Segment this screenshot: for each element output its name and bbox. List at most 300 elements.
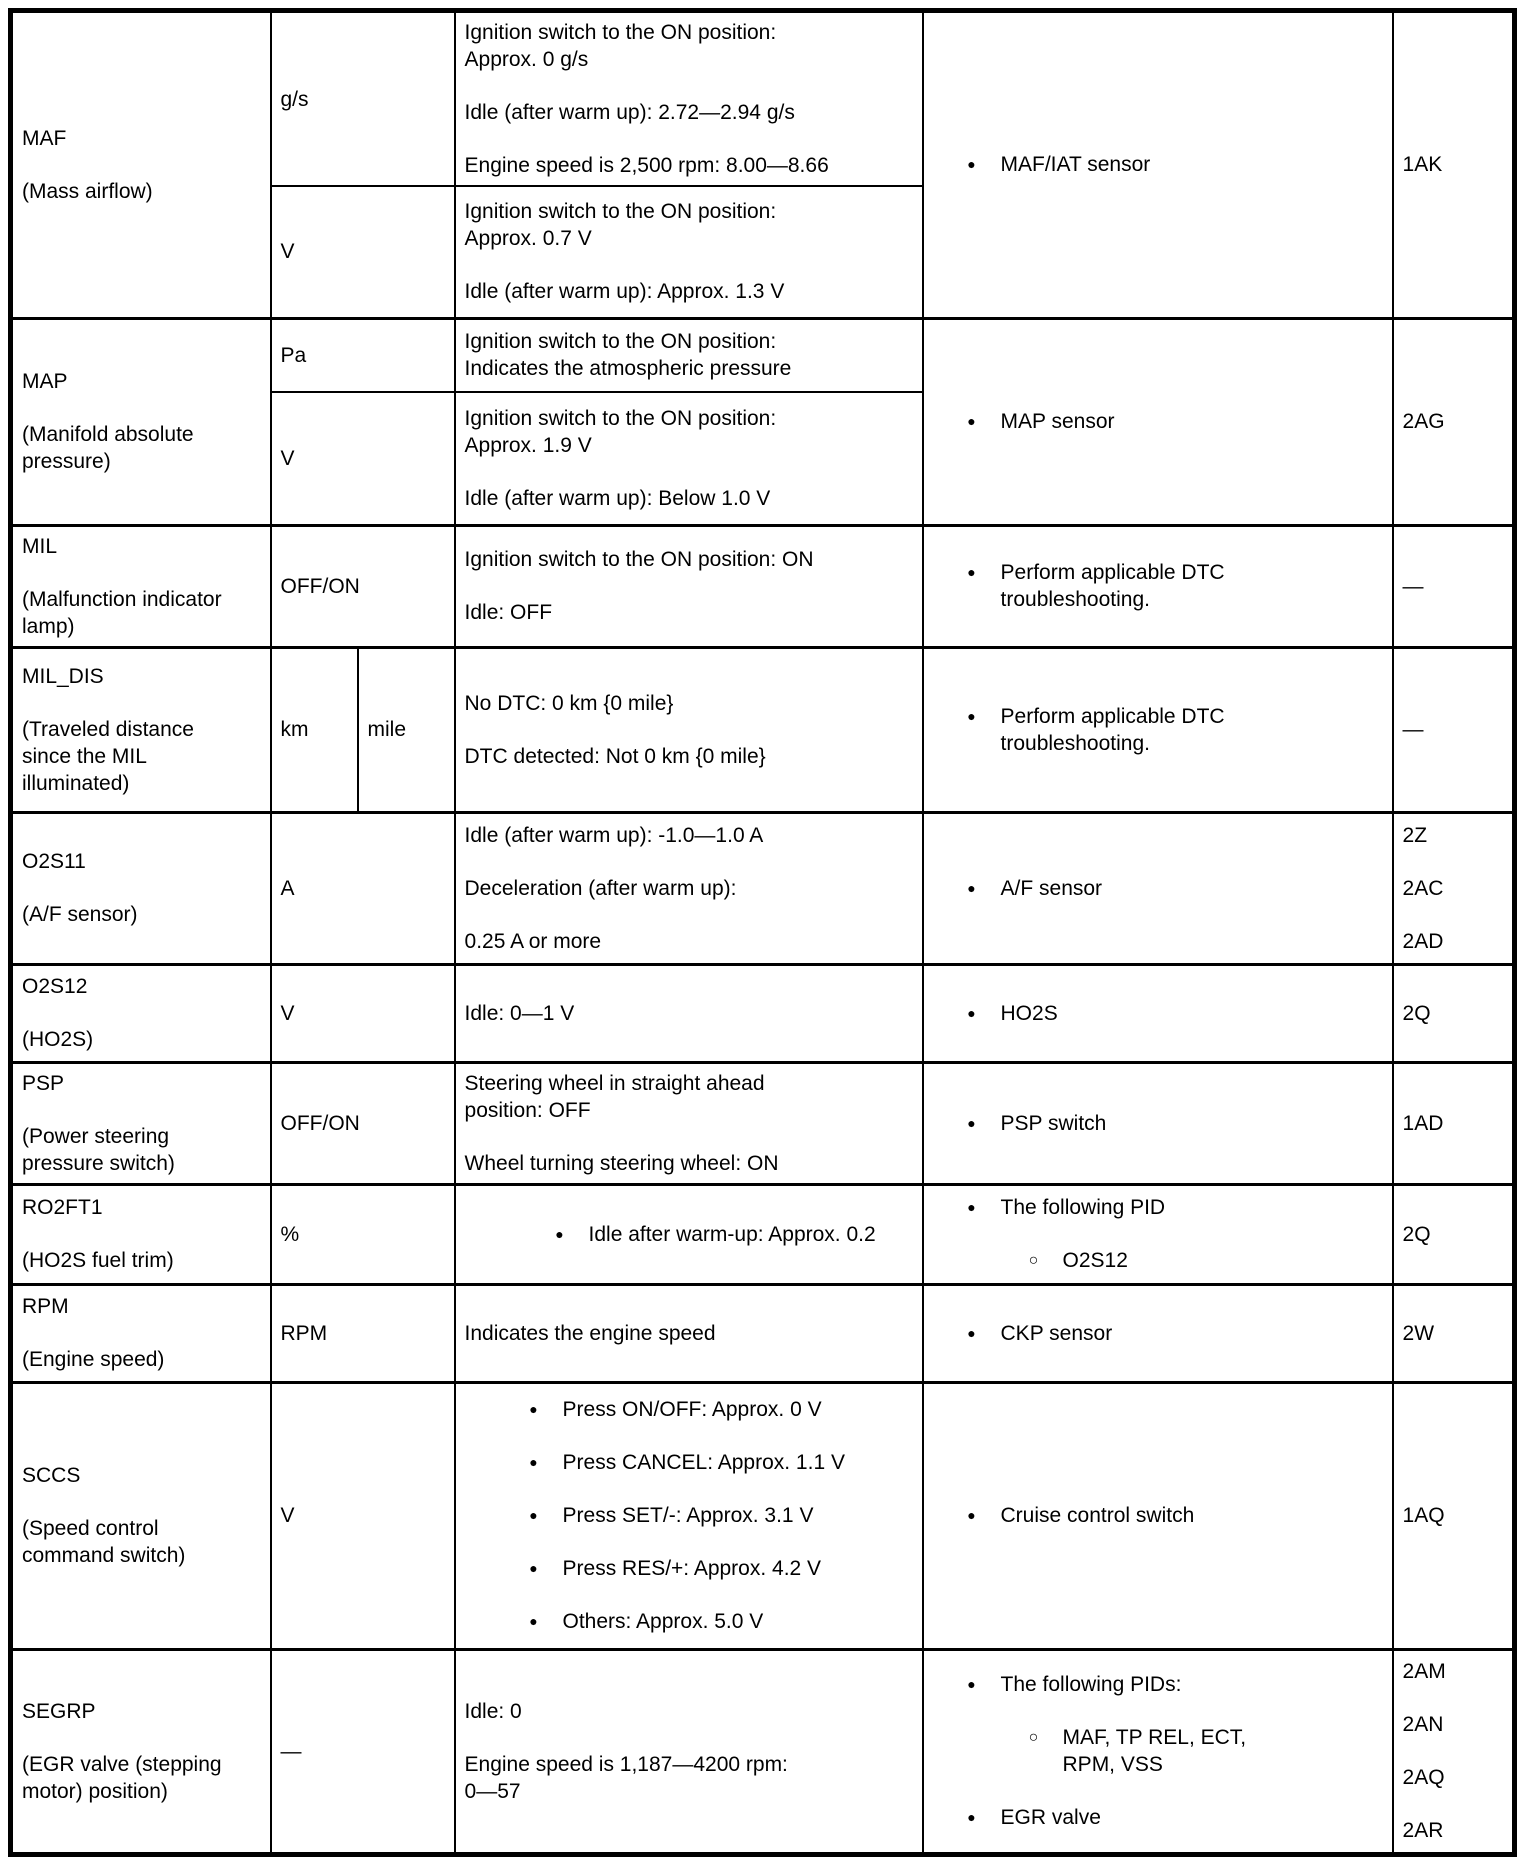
paragraph	[465, 822, 913, 849]
text-line: troubleshooting.	[1000, 588, 1150, 611]
dtc-code: 2Q	[1402, 1222, 1431, 1246]
pid-name-segrp	[11, 1649, 271, 1854]
inspection-list	[933, 1194, 1383, 1274]
row-segrp	[11, 1649, 1515, 1854]
pid-name-o2s11	[11, 812, 271, 964]
unit-psp	[271, 1062, 455, 1184]
unit-ro2ft1	[271, 1184, 455, 1284]
code-o2s11	[1393, 812, 1515, 964]
dtc-code: 2W	[1402, 1321, 1435, 1345]
text-line: 0.25 A or more	[464, 929, 602, 953]
paragraph	[22, 1698, 261, 1725]
dtc-code: 2Z	[1402, 823, 1428, 847]
row-o2s11	[11, 812, 1515, 964]
text-line: Cruise control switch	[1000, 1504, 1195, 1527]
text-line: SEGRP	[22, 1699, 96, 1723]
bullet-item	[961, 1502, 1383, 1529]
text-line: O2S12	[22, 975, 88, 998]
text-line: 0—57	[464, 1779, 521, 1803]
text-line: Ignition switch to the ON position: ON	[464, 548, 814, 571]
text-line: A/F sensor	[1000, 876, 1103, 900]
unit-o2s11	[271, 812, 455, 964]
unit-label: V	[280, 240, 295, 264]
paragraph	[465, 599, 913, 626]
dtc-code: 1AK	[1402, 153, 1443, 177]
paragraph	[465, 19, 913, 73]
condition-rpm	[455, 1284, 923, 1382]
paragraph	[22, 973, 261, 1000]
pid-name-psp	[11, 1062, 271, 1184]
inspection-rpm	[923, 1284, 1393, 1382]
pid-name-text	[22, 1293, 261, 1373]
paragraph	[22, 1515, 261, 1569]
unit-maf-v	[271, 186, 455, 318]
inspection-list	[933, 1110, 1383, 1137]
dtc-code: 2AN	[1402, 1713, 1444, 1736]
text-line: MAP	[22, 370, 68, 393]
text-line: Engine speed is 2,500 rpm: 8.00—8.66	[464, 154, 829, 177]
bullet-icon: ●	[967, 1324, 976, 1341]
pid-name-maf	[11, 11, 271, 319]
inspection-mil	[923, 525, 1393, 647]
bullet-item	[523, 1608, 913, 1635]
bullet-text	[563, 1555, 822, 1582]
text-line: PSP switch	[1000, 1111, 1107, 1135]
code-maf	[1393, 11, 1515, 319]
text-line: Idle: OFF	[464, 601, 553, 624]
inspection-o2s11	[923, 812, 1393, 964]
bullet-item	[961, 703, 1383, 757]
paragraph	[465, 690, 913, 717]
code-list	[1403, 1658, 1504, 1844]
condition-text	[465, 546, 913, 626]
text-line: (A/F sensor)	[22, 903, 138, 926]
text-line: CKP sensor	[1000, 1321, 1113, 1345]
text-line: (HO2S)	[22, 1028, 94, 1051]
pid-name-text	[22, 973, 261, 1053]
bullet-icon: ●	[529, 1401, 538, 1417]
bullet-text	[1001, 703, 1225, 757]
text-line: (Engine speed)	[22, 1348, 165, 1371]
text-line: Deceleration (after warm up):	[464, 876, 737, 900]
code-list	[1403, 1000, 1504, 1027]
unit-label: km	[280, 718, 309, 741]
text-line: MAP sensor	[1000, 410, 1115, 433]
paragraph	[465, 278, 913, 305]
unit-label: OFF/ON	[280, 1111, 360, 1135]
text-line: Approx. 0 g/s	[464, 48, 589, 71]
unit-rpm	[271, 1284, 455, 1382]
bullet-text	[563, 1449, 845, 1476]
bullet-icon: ●	[529, 1507, 538, 1523]
pid-name-o2s12	[11, 964, 271, 1062]
pid-monitor-table	[8, 8, 1517, 1857]
text-line: Press RES/+: Approx. 4.2 V	[562, 1557, 822, 1580]
row-ro2ft1	[11, 1184, 1515, 1284]
code-list	[1403, 1320, 1504, 1347]
code-list	[1403, 1110, 1504, 1137]
inspection-ro2ft1	[923, 1184, 1393, 1284]
bullet-text	[563, 1608, 764, 1635]
unit-mil	[271, 525, 455, 647]
row-psp	[11, 1062, 1515, 1184]
unit-map-v	[271, 392, 455, 525]
pid-name-mil-dis	[11, 647, 271, 812]
text-line: Press ON/OFF: Approx. 0 V	[562, 1398, 822, 1421]
paragraph	[22, 1026, 261, 1053]
condition-mil	[455, 525, 923, 647]
bullet-text	[1001, 875, 1103, 902]
code-rpm	[1393, 1284, 1515, 1382]
inspection-list	[933, 875, 1383, 902]
text-line: Approx. 1.9 V	[464, 433, 592, 457]
text-line: (Speed control	[22, 1517, 159, 1540]
bullet-text	[1001, 1194, 1166, 1221]
text-line: MAF/IAT sensor	[1000, 153, 1151, 177]
pid-name-text	[22, 1070, 261, 1177]
paragraph	[465, 875, 913, 902]
text-line: Engine speed is 1,187—4200 rpm:	[464, 1752, 788, 1776]
code-psp	[1393, 1062, 1515, 1184]
paragraph	[465, 1320, 913, 1347]
bullet-icon: ●	[967, 156, 976, 173]
bullet-text	[1001, 559, 1225, 613]
text-line: O2S11	[22, 850, 86, 873]
condition-text	[465, 690, 913, 770]
code-ro2ft1	[1393, 1184, 1515, 1284]
paragraph	[22, 178, 261, 205]
bullet-text	[563, 1396, 822, 1423]
code-list	[1403, 822, 1504, 955]
dtc-code: 2AQ	[1402, 1766, 1445, 1789]
text-line: Press CANCEL: Approx. 1.1 V	[562, 1451, 845, 1474]
paragraph	[465, 546, 913, 573]
text-line: Idle: 0—1 V	[464, 1001, 575, 1025]
sub-bullet-item	[1023, 1724, 1383, 1778]
dtc-code: 2AD	[1402, 929, 1444, 953]
dtc-code: 2Q	[1402, 1001, 1431, 1025]
paragraph	[465, 405, 913, 459]
inspection-psp	[923, 1062, 1393, 1184]
condition-mil-dis	[455, 647, 923, 812]
text-line: Idle (after warm up): -1.0—1.0 A	[464, 823, 764, 847]
row-map	[11, 318, 1515, 392]
bullet-icon: ●	[967, 1507, 976, 1523]
paragraph	[465, 1150, 913, 1177]
pid-name-ro2ft1	[11, 1184, 271, 1284]
inspection-segrp	[923, 1649, 1393, 1854]
bullet-text	[1001, 1320, 1113, 1347]
condition-maf-v	[455, 186, 923, 318]
dtc-code: 2AC	[1402, 876, 1444, 900]
text-line: Ignition switch to the ON position:	[464, 200, 777, 224]
condition-text	[465, 328, 913, 382]
condition-o2s11	[455, 812, 923, 964]
condition-segrp	[455, 1649, 923, 1854]
unit-mil-dis-km	[271, 647, 358, 812]
text-line: (EGR valve (stepping	[22, 1752, 222, 1776]
paragraph	[22, 421, 261, 475]
bullet-icon: ●	[967, 879, 976, 896]
text-line: Wheel turning steering wheel: ON	[464, 1151, 779, 1175]
text-line: Ignition switch to the ON position:	[464, 21, 777, 44]
text-line: Perform applicable DTC	[1000, 561, 1225, 584]
pid-name-text	[22, 1194, 261, 1274]
bullet-text	[1001, 408, 1115, 435]
code-list	[1403, 716, 1504, 743]
unit-maf-gs	[271, 11, 455, 187]
dtc-code: 1AQ	[1402, 1504, 1445, 1527]
inspection-list	[933, 1320, 1383, 1347]
row-mil-dis	[11, 647, 1515, 812]
paragraph	[465, 485, 913, 512]
inspection-o2s12	[923, 964, 1393, 1062]
pid-name-text	[22, 125, 261, 205]
code-list	[1403, 151, 1504, 178]
text-line: MIL_DIS	[22, 664, 104, 688]
bullet-item	[961, 1804, 1383, 1831]
condition-text	[465, 822, 913, 955]
condition-o2s12	[455, 964, 923, 1062]
inspection-map	[923, 318, 1393, 525]
paragraph	[22, 901, 261, 928]
bullet-text	[1001, 1502, 1195, 1529]
pid-name-mil	[11, 525, 271, 647]
text-line: illuminated)	[22, 771, 130, 795]
bullet-icon: ●	[967, 1004, 976, 1021]
paragraph	[465, 152, 913, 179]
pid-name-map	[11, 318, 271, 525]
bullet-item	[523, 1396, 913, 1423]
paragraph	[22, 1346, 261, 1373]
pid-name-text	[22, 1462, 261, 1569]
code-sccs	[1393, 1382, 1515, 1649]
paragraph	[22, 1751, 261, 1805]
dtc-code: 2AM	[1402, 1660, 1446, 1683]
text-line: command switch)	[22, 1544, 186, 1567]
row-maf	[11, 11, 1515, 187]
bullet-text	[1001, 1110, 1107, 1137]
text-line: (Traveled distance	[22, 717, 194, 741]
text-line: No DTC: 0 km {0 mile}	[464, 691, 674, 715]
text-line: RPM, VSS	[1062, 1753, 1163, 1776]
condition-list	[465, 1221, 913, 1248]
dtc-code: —	[1402, 718, 1424, 741]
condition-map-pa	[455, 318, 923, 392]
code-list	[1403, 408, 1504, 435]
inspection-list	[933, 408, 1383, 435]
paragraph	[22, 1462, 261, 1489]
text-line: (Power steering	[22, 1124, 170, 1148]
code-map	[1393, 318, 1515, 525]
text-line: Approx. 0.7 V	[464, 227, 592, 251]
bullet-text	[1001, 1671, 1182, 1698]
condition-maf-gs	[455, 11, 923, 187]
condition-sccs	[455, 1382, 923, 1649]
text-line: MAF	[22, 126, 67, 150]
text-line: Indicates the engine speed	[464, 1321, 716, 1345]
bullet-item	[961, 1320, 1383, 1347]
dtc-code: —	[1402, 574, 1424, 598]
bullet-icon: ●	[967, 1676, 976, 1692]
unit-segrp	[271, 1649, 455, 1854]
bullet-text	[589, 1221, 876, 1248]
inspection-list	[933, 559, 1383, 613]
row-mil	[11, 525, 1515, 647]
inspection-mil-dis	[923, 647, 1393, 812]
paragraph	[465, 1000, 913, 1027]
condition-text	[465, 1000, 913, 1027]
row-rpm	[11, 1284, 1515, 1382]
bullet-text	[1001, 1000, 1058, 1027]
text-line: The following PID	[1000, 1196, 1166, 1219]
text-line: (Mass airflow)	[22, 179, 153, 203]
paragraph	[22, 663, 261, 690]
code-list	[1403, 573, 1504, 600]
inspection-sccs	[923, 1382, 1393, 1649]
bullet-icon: ●	[967, 707, 976, 724]
bullet-icon: ●	[967, 564, 976, 580]
text-line: The following PIDs:	[1000, 1673, 1182, 1696]
paragraph	[465, 928, 913, 955]
bullet-item	[961, 1194, 1383, 1221]
paragraph	[465, 1698, 913, 1725]
condition-ro2ft1	[455, 1184, 923, 1284]
code-mil	[1393, 525, 1515, 647]
text-line: position: OFF	[464, 1098, 591, 1122]
paragraph	[22, 586, 261, 640]
text-line: since the MIL	[22, 744, 147, 768]
paragraph	[22, 848, 261, 875]
dtc-code: 1AD	[1402, 1111, 1444, 1135]
sub-bullet-item	[1023, 1247, 1383, 1274]
unit-label: RPM	[280, 1321, 328, 1345]
text-line: HO2S	[1000, 1001, 1058, 1025]
sub-bullet-icon: ○	[1028, 1729, 1039, 1746]
unit-label: V	[280, 1504, 295, 1527]
paragraph	[465, 1751, 913, 1805]
inspection-list	[933, 1000, 1383, 1027]
text-line: Ignition switch to the ON position:	[464, 406, 777, 430]
row-sccs	[11, 1382, 1515, 1649]
bullet-text	[563, 1502, 814, 1529]
inspection-list	[933, 151, 1383, 178]
unit-sccs	[271, 1382, 455, 1649]
pid-name-text	[22, 663, 261, 797]
dtc-code: 2AR	[1402, 1819, 1444, 1842]
paragraph	[22, 125, 261, 152]
text-line: Press SET/-: Approx. 3.1 V	[562, 1504, 814, 1527]
text-line: troubleshooting.	[1000, 731, 1150, 755]
condition-text	[465, 19, 913, 179]
bullet-text	[1063, 1247, 1128, 1274]
text-line: Ignition switch to the ON position:	[464, 330, 777, 354]
bullet-item	[523, 1449, 913, 1476]
text-line: Indicates the atmospheric pressure	[464, 357, 792, 381]
bullet-text	[1063, 1724, 1247, 1778]
condition-psp	[455, 1062, 923, 1184]
unit-label: Pa	[280, 343, 307, 367]
unit-o2s12	[271, 964, 455, 1062]
inspection-list	[933, 703, 1383, 757]
sub-bullet-icon: ○	[1028, 1252, 1039, 1269]
bullet-icon: ●	[529, 1454, 538, 1470]
paragraph	[22, 533, 261, 560]
row-o2s12	[11, 964, 1515, 1062]
paragraph	[22, 368, 261, 395]
bullet-icon: ●	[555, 1225, 564, 1242]
text-line: PSP	[22, 1071, 65, 1095]
text-line: Idle: 0	[464, 1699, 522, 1723]
bullet-item	[523, 1555, 913, 1582]
inspection-list	[933, 1671, 1383, 1831]
inspection-list	[933, 1502, 1383, 1529]
bullet-item	[961, 1671, 1383, 1698]
code-list	[1403, 1221, 1504, 1248]
text-line: Perform applicable DTC	[1000, 704, 1225, 728]
unit-label: %	[280, 1222, 300, 1246]
unit-label: —	[280, 1739, 302, 1763]
bullet-item	[961, 875, 1383, 902]
bullet-item	[523, 1502, 913, 1529]
text-line: Idle (after warm up): Approx. 1.3 V	[464, 280, 785, 304]
bullet-icon: ●	[529, 1613, 538, 1629]
unit-label: OFF/ON	[280, 574, 360, 598]
unit-label: V	[280, 446, 295, 470]
bullet-icon: ●	[529, 1560, 538, 1576]
text-line: DTC detected: Not 0 km {0 mile}	[464, 744, 766, 768]
code-list	[1403, 1502, 1504, 1529]
bullet-item	[961, 151, 1383, 178]
dtc-code: 2AG	[1402, 410, 1445, 433]
text-line: EGR valve	[1000, 1806, 1101, 1829]
code-o2s12	[1393, 964, 1515, 1062]
text-line: MIL	[22, 534, 58, 558]
pid-name-sccs	[11, 1382, 271, 1649]
text-line: RO2FT1	[22, 1196, 103, 1219]
text-line: Idle (after warm up): Below 1.0 V	[464, 486, 771, 510]
text-line: lamp)	[22, 614, 75, 638]
unit-label: A	[280, 876, 295, 900]
text-line: Steering wheel in straight ahead	[464, 1071, 765, 1095]
text-line: Idle (after warm up): 2.72—2.94 g/s	[464, 101, 795, 124]
condition-text	[465, 198, 913, 305]
condition-list	[465, 1396, 913, 1635]
unit-map-pa	[271, 318, 455, 392]
unit-mil-dis-mile	[358, 647, 455, 812]
pid-name-rpm	[11, 1284, 271, 1382]
text-line: motor) position)	[22, 1779, 168, 1803]
code-segrp	[1393, 1649, 1515, 1854]
unit-label: V	[280, 1001, 295, 1025]
bullet-item	[961, 559, 1383, 613]
text-line: SCCS	[22, 1464, 81, 1487]
condition-text	[465, 1320, 913, 1347]
condition-map-v	[455, 392, 923, 525]
text-line: pressure switch)	[22, 1151, 175, 1175]
bullet-item	[961, 1000, 1383, 1027]
bullet-text	[1001, 151, 1151, 178]
condition-text	[465, 1070, 913, 1177]
pid-name-text	[22, 1698, 261, 1805]
paragraph	[22, 716, 261, 797]
paragraph	[465, 99, 913, 126]
text-line: (Manifold absolute	[22, 423, 194, 446]
pid-name-text	[22, 368, 261, 475]
paragraph	[465, 743, 913, 770]
unit-label: g/s	[280, 87, 309, 111]
bullet-item	[961, 1110, 1383, 1137]
